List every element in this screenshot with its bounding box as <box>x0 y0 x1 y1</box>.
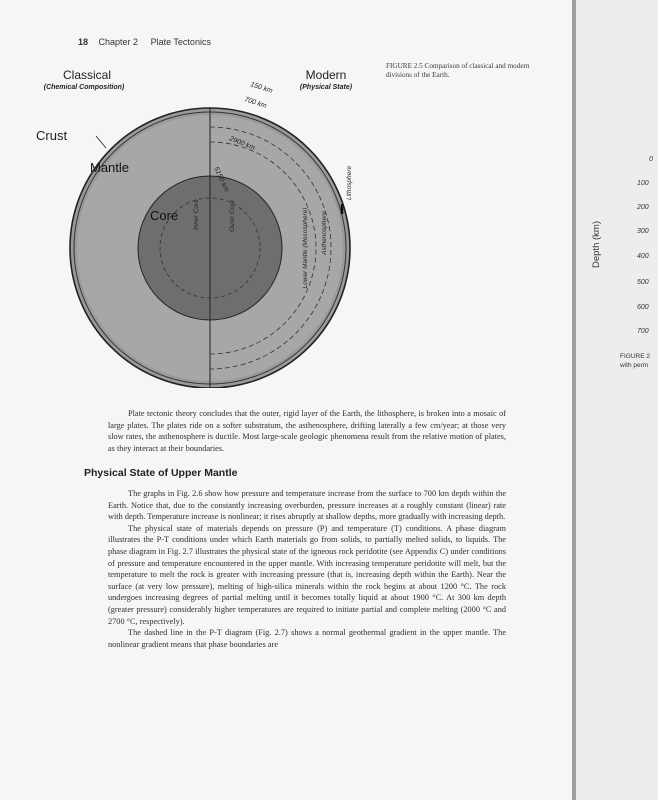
crust-label: Crust <box>36 128 68 143</box>
section-heading: Physical State of Upper Mantle <box>84 467 238 479</box>
inner-core-label: Inner Core <box>193 199 200 230</box>
paragraph-4: The dashed line in the P-T diagram (Fig. 2.7) shows a normal geothermal gradient in the upper mantle. The nonlinear gradient means that phase boundaries are <box>108 628 506 649</box>
earth-divisions-diagram <box>24 58 374 388</box>
lower-mantle-label: Lower Mantle (Mesosphere) <box>302 207 309 289</box>
crust-pointer <box>96 136 106 148</box>
depth-tick: 0 <box>649 156 653 163</box>
paragraph-2: The graphs in Fig. 2.6 show how pressure and temperature increase from the surface to 700 km depth within the Earth. Notice that, due to the constantly increasing overburden, pressure increases at a roughly constant (linear) rate with depth. Temperature increase is nonlinear; it rises abruptly at shallow depths, more gradually with increasing depth. <box>108 489 506 522</box>
lithosphere-label: Lithosphere <box>346 166 353 200</box>
chapter-label: Chapter 2 <box>98 37 139 47</box>
section-body <box>108 488 506 650</box>
core-label: Core <box>150 208 179 223</box>
modern-subtitle: (Physical State) <box>299 84 353 91</box>
figure-caption: FIGURE 2.5 Comparison of classical and modern divisions of the Earth. <box>386 62 530 79</box>
chapter-title: Plate Tectonics <box>150 37 211 47</box>
depth-tick: 200 <box>637 204 649 211</box>
right-figure-caption-line1: FIGURE 2 <box>620 353 650 360</box>
depth-tick: 600 <box>637 304 649 311</box>
outer-core-label: Outer Core <box>229 199 236 232</box>
depth-tick: 300 <box>637 228 649 235</box>
depth-axis-label: Depth (km) <box>591 221 602 268</box>
modern-title: Modern <box>305 68 347 82</box>
running-head <box>78 37 221 47</box>
mantle-label: Mantle <box>90 160 130 175</box>
depth-2900-label: 2900 km <box>228 135 256 152</box>
paragraph-intro <box>108 408 506 454</box>
right-figure-caption-line2: with perm <box>620 362 649 369</box>
depth-5150-label: 5150 km <box>212 165 230 194</box>
depth-tick: 100 <box>637 180 649 187</box>
page-number: 18 <box>78 37 89 47</box>
depth-150-label: 150 km <box>249 81 274 95</box>
paragraph-3: The physical state of materials depends on pressure (P) and temperature (T) conditions. A phase diagram illustrates the P-T conditions under which Earth materials go from solids, to partially melted solids, to liquids. The phase diagram in Fig. 2.7 illustrates the physical state of the igneous rock peridotite (see Appendix C) under conditions of pressure and temperature encountered in the upper mantle. With increasing temperature peridotite will melt, but the temperature to melt the rock is greater with increasing pressure (that is, increasing depth within the Earth). Near the surface (at very low pressure), melting of high-silica minerals within the rock begins at about 1200 °C. The rock undergoes increasing degrees of partial melting until it becomes totally liquid at about 1900 °C. At 300 km depth (greater pressure) considerably higher temperatures are required to initiate partial and complete melting (2000 °C and 2700 °C, respectively). <box>108 523 506 626</box>
depth-tick: 500 <box>637 279 649 286</box>
depth-tick: 400 <box>637 253 649 260</box>
classical-title: Classical <box>62 68 112 82</box>
asthenosphere-label: Asthenosphere <box>321 211 328 255</box>
depth-tick: 700 <box>637 328 649 335</box>
paragraph-1: Plate tectonic theory concludes that the outer, rigid layer of the Earth, the lithosphere, is broken into a mosaic of large plates. The plates ride on a softer substratum, the asthenosphere, drifting laterally a few cm/year; at those very slow rates, the asthenosphere is ductile. Most large-scale geologic phenomena result from the relative motion of plates, as they interact at their boundaries. <box>108 409 506 453</box>
classical-subtitle: (Chemical Composition) <box>43 84 125 91</box>
right-page <box>576 0 658 800</box>
depth-700-label: 700 km <box>243 96 268 110</box>
